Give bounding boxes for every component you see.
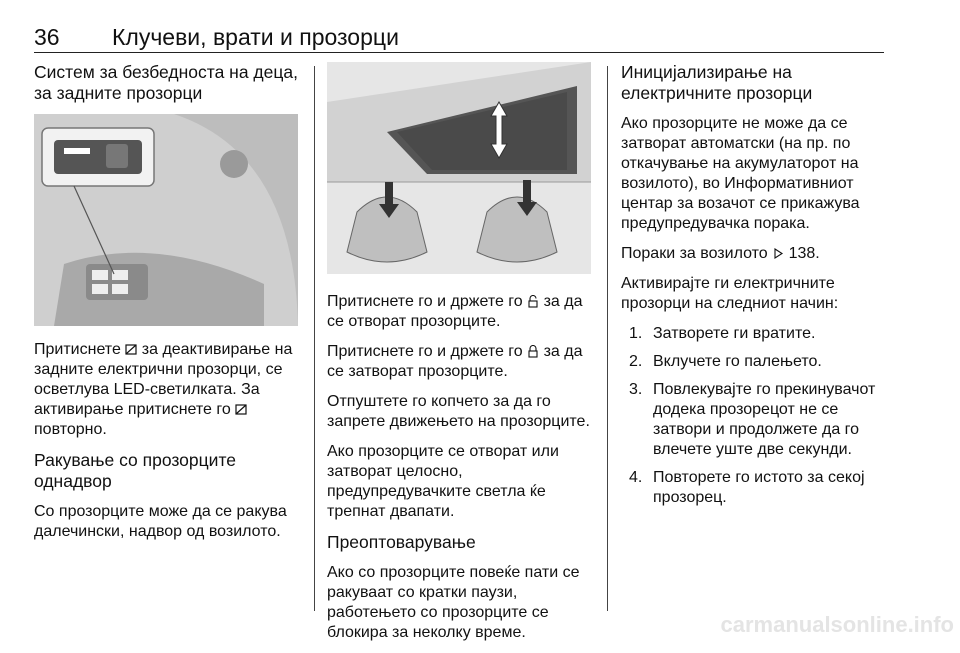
- child-safety-heading: Систем за безбедноста на деца, за задните прозорци: [34, 62, 298, 103]
- page-number: 36: [34, 24, 60, 50]
- door-switch-illustration: [34, 114, 298, 326]
- column-1: [34, 62, 300, 552]
- child-safety-text-b: за деактивирање на задните електрични прозорци, се осветлува LED-светилката. За активирање притиснете го: [34, 341, 293, 418]
- close-windows-text-a: Притиснете го и држете го: [327, 343, 523, 360]
- list-item: 2. Вклучете го палењето.: [629, 353, 822, 370]
- page-header: [34, 18, 884, 53]
- overload-text: Ако со прозорците повеќе пати се ракуваат со кратки паузи, работењето со прозорците се блокира за неколку време.: [327, 564, 580, 641]
- child-safety-text-c: повторно.: [34, 421, 107, 438]
- child-safety-text-a: Притиснете: [34, 341, 121, 358]
- activate-instructions: Активирајте ги електричните прозорци на следниот начин:: [621, 275, 839, 312]
- vehicle-messages-text: Пораки за возилото: [621, 245, 768, 262]
- list-item: 4. Повторете го истото за секој прозорец.: [629, 469, 865, 506]
- child-lock-icon: [235, 403, 247, 416]
- overload-heading: Преоптоварување: [327, 532, 476, 552]
- child-lock-icon: [125, 343, 137, 356]
- column-2: [327, 62, 593, 653]
- lock-icon: [527, 345, 539, 358]
- remote-operation-text: Со прозорците може да се ракува далечински, надвор од возилото.: [34, 503, 287, 540]
- column-divider: [607, 66, 608, 611]
- open-windows-text-a: Притиснете го и држете го: [327, 293, 523, 310]
- list-item: 3. Повлекувајте го прекинувачот додека прозорецот не се затвори и продолжете да го влечете уште две секунди.: [629, 381, 876, 458]
- steps-list: [621, 324, 887, 508]
- remote-key-illustration: [327, 62, 591, 274]
- unlock-icon: [527, 295, 539, 308]
- remote-operation-heading: Ракување со прозорците однадвор: [34, 450, 237, 491]
- column-divider: [314, 66, 315, 611]
- list-item: 1. Затворете ги вратите.: [629, 325, 816, 342]
- hazard-flash-text: Ако прозорците се отворат или затворат целосно, предупредувачките светла ќе трепнат двапати.: [327, 443, 559, 520]
- page-title: Клучеви, врати и прозорци: [112, 24, 399, 50]
- vehicle-messages-page-ref[interactable]: 138.: [788, 245, 820, 262]
- close-windows-text-b: за да се затворат прозорците.: [327, 343, 583, 380]
- column-3: [621, 62, 887, 516]
- open-windows-text-b: за да се отворат прозорците.: [327, 293, 583, 330]
- release-button-text: Отпуштете го копчето за да го запрете движењето на прозорците.: [327, 393, 590, 430]
- initialization-heading: Иницијализирање на електричните прозорци: [621, 62, 813, 103]
- page-reference-icon: [772, 247, 784, 260]
- watermark: carmanualsonline.info: [720, 612, 954, 637]
- initialization-text: Ако прозорците не може да се затворат автоматски (на пр. по откачување на акумулаторот на возилото), во Информативниот центар за возачот се прикажува предупредувачка порака.: [621, 115, 860, 232]
